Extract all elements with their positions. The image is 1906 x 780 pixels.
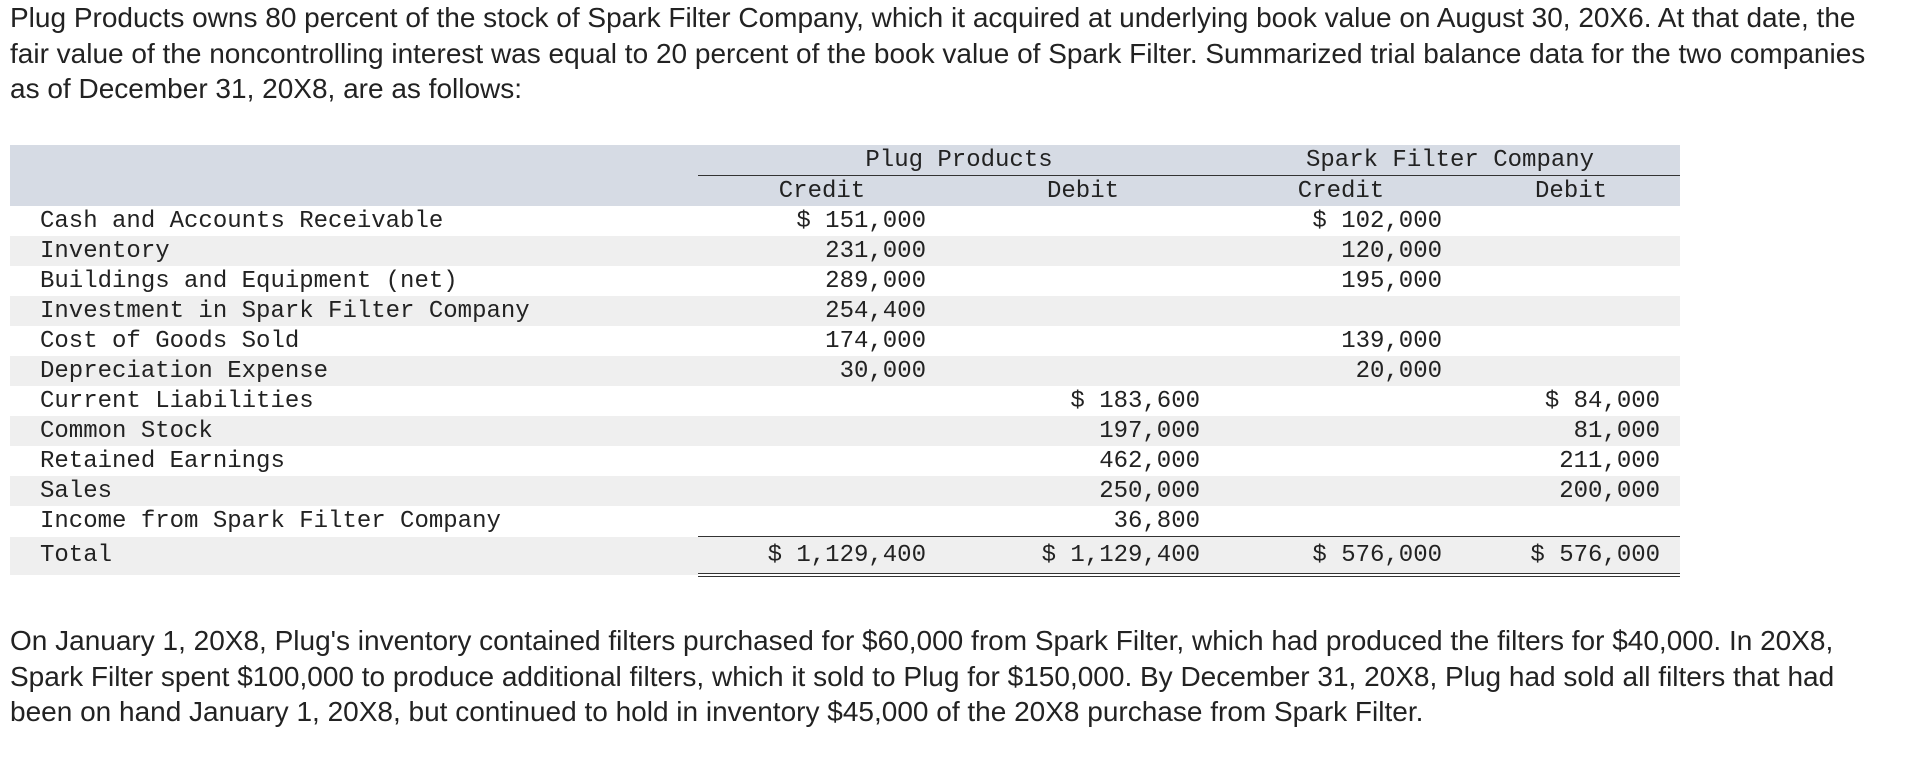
row-label: Depreciation Expense bbox=[10, 356, 698, 386]
spark-debit-cell bbox=[1462, 356, 1680, 386]
spark-credit-cell: 139,000 bbox=[1341, 327, 1443, 355]
total-row bbox=[10, 537, 1680, 576]
spark-credit-cell bbox=[1220, 416, 1462, 446]
table-row bbox=[10, 266, 1680, 296]
row-label: Inventory bbox=[10, 236, 698, 266]
plug-products-header: Plug Products bbox=[698, 145, 1220, 176]
spark-debit-cell bbox=[1462, 206, 1680, 236]
spark-debit-cell: 211,000 bbox=[1559, 447, 1661, 475]
spark-debit-cell bbox=[1462, 296, 1680, 326]
plug-credit-cell bbox=[698, 446, 946, 476]
table-row bbox=[10, 236, 1680, 266]
plug-credit-cell bbox=[698, 476, 946, 506]
table-row bbox=[10, 206, 1680, 236]
row-label: Sales bbox=[10, 476, 698, 506]
spark-debit-cell bbox=[1462, 236, 1680, 266]
plug-debit-cell bbox=[946, 206, 1220, 236]
spark-credit-cell bbox=[1220, 296, 1462, 326]
plug-credit-total: $ 1,129,400 bbox=[698, 537, 946, 576]
plug-debit-cell bbox=[946, 236, 1220, 266]
table-row bbox=[10, 326, 1680, 356]
spark-debit-header: Debit bbox=[1462, 176, 1680, 207]
table-row bbox=[10, 476, 1680, 506]
plug-debit-cell: 462,000 bbox=[1099, 447, 1201, 475]
plug-debit-header: Debit bbox=[946, 176, 1220, 207]
trial-balance-table bbox=[10, 145, 1680, 577]
spark-debit-cell bbox=[1462, 506, 1680, 537]
company-header-row bbox=[10, 145, 1680, 176]
table-row bbox=[10, 506, 1680, 537]
spark-credit-cell: 20,000 bbox=[1220, 356, 1462, 386]
plug-debit-cell bbox=[946, 266, 1220, 296]
row-label: Income from Spark Filter Company bbox=[40, 507, 501, 535]
spark-credit-cell bbox=[1220, 506, 1462, 537]
table-row bbox=[10, 356, 1680, 386]
row-label: Cash and Accounts Receivable bbox=[40, 207, 444, 235]
plug-credit-header: Credit bbox=[698, 176, 946, 207]
spark-credit-total: $ 576,000 bbox=[1220, 537, 1462, 576]
spark-debit-cell: 200,000 bbox=[1462, 476, 1680, 506]
spark-debit-total: $ 576,000 bbox=[1462, 537, 1680, 576]
spark-credit-cell: 120,000 bbox=[1220, 236, 1462, 266]
row-label: Buildings and Equipment (net) bbox=[40, 267, 458, 295]
plug-credit-cell bbox=[698, 416, 946, 446]
table-row bbox=[10, 386, 1680, 416]
plug-debit-cell: 197,000 bbox=[946, 416, 1220, 446]
plug-debit-cell bbox=[946, 356, 1220, 386]
spark-credit-header: Credit bbox=[1220, 176, 1462, 207]
plug-debit-cell: $ 183,600 bbox=[1070, 387, 1201, 415]
plug-debit-total: $ 1,129,400 bbox=[946, 537, 1220, 576]
row-label: Cost of Goods Sold bbox=[40, 327, 300, 355]
row-label: Common Stock bbox=[10, 416, 698, 446]
spark-debit-cell bbox=[1462, 266, 1680, 296]
plug-credit-cell: 289,000 bbox=[825, 267, 926, 295]
table-row bbox=[10, 296, 1680, 326]
plug-credit-cell: 254,400 bbox=[698, 296, 946, 326]
spark-debit-cell: $ 84,000 bbox=[1544, 387, 1661, 415]
column-header-row bbox=[10, 176, 1680, 207]
plug-debit-cell bbox=[946, 326, 1220, 356]
plug-debit-cell: 250,000 bbox=[946, 476, 1220, 506]
spark-credit-cell bbox=[1220, 386, 1462, 416]
spark-credit-cell bbox=[1220, 476, 1462, 506]
header-blank bbox=[10, 145, 698, 176]
plug-credit-cell bbox=[698, 506, 946, 537]
table-row bbox=[10, 446, 1680, 476]
spark-credit-cell: $ 102,000 bbox=[1312, 207, 1443, 235]
spark-filter-header: Spark Filter Company bbox=[1220, 145, 1680, 176]
closing-paragraph: On January 1, 20X8, Plug's inventory contained filters purchased for $60,000 from Spark Filter, which had produced the filters for $40,000. In 20X8, Spark Filter spent $100,000 to produce additional filters, which it sold to Plug for $150,000. By December 31, 20X8, Plug had sold all filters that had been on hand January 1, 20X8, but continued to hold in inventory $45,000 of the 20X8 purchase from Spark Filter. bbox=[10, 625, 1835, 727]
table-row bbox=[10, 416, 1680, 446]
row-label: Retained Earnings bbox=[40, 447, 285, 475]
spark-credit-cell bbox=[1220, 446, 1462, 476]
plug-credit-cell bbox=[698, 386, 946, 416]
header-blank bbox=[10, 176, 698, 207]
plug-debit-cell bbox=[946, 296, 1220, 326]
total-label: Total bbox=[10, 537, 698, 576]
row-label: Investment in Spark Filter Company bbox=[10, 296, 698, 326]
spark-credit-cell: 195,000 bbox=[1341, 267, 1443, 295]
spark-debit-cell: 81,000 bbox=[1462, 416, 1680, 446]
plug-credit-cell: 30,000 bbox=[698, 356, 946, 386]
intro-paragraph: Plug Products owns 80 percent of the stock of Spark Filter Company, which it acquired at underlying book value on August 30, 20X6. At that date, the fair value of the noncontrolling interest was equal to 20 percent of the book value of Spark Filter. Summarized trial balance data for the two companies as of December 31, 20X8, are as follows: bbox=[10, 2, 1866, 104]
spark-debit-cell bbox=[1462, 326, 1680, 356]
plug-credit-cell: 174,000 bbox=[825, 327, 926, 355]
plug-debit-cell: 36,800 bbox=[946, 506, 1220, 537]
plug-credit-cell: 231,000 bbox=[698, 236, 946, 266]
plug-credit-cell: $ 151,000 bbox=[796, 207, 926, 235]
row-label: Current Liabilities bbox=[40, 387, 314, 415]
